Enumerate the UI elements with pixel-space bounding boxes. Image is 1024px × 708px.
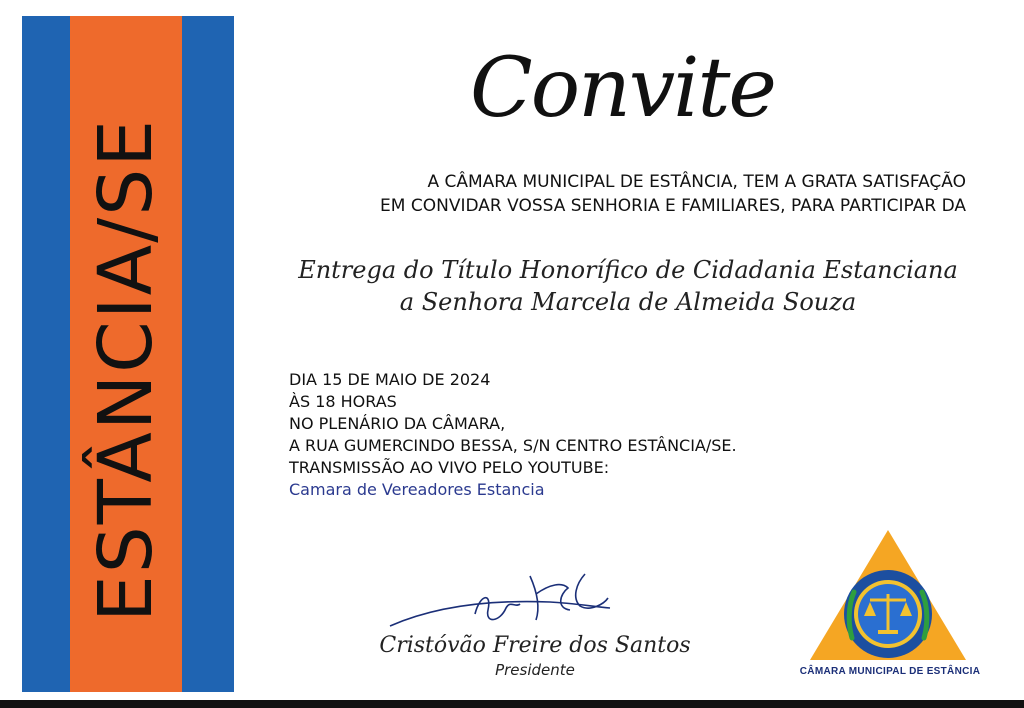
broadcast-info: TRANSMISSÃO AO VIVO PELO YOUTUBE: xyxy=(289,458,610,477)
honor-line-2: a Senhora Marcela de Almeida Souza xyxy=(399,288,857,316)
event-address: A RUA GUMERCINDO BESSA, S/N CENTRO ESTÂNCIA/SE. xyxy=(289,436,737,455)
chamber-emblem-icon xyxy=(808,528,968,662)
flag-stripe-blue-left xyxy=(22,16,70,692)
event-venue: NO PLENÁRIO DA CÂMARA, xyxy=(289,414,506,433)
intro-paragraph xyxy=(270,170,966,218)
youtube-channel-link[interactable]: Camara de Vereadores Estancia xyxy=(289,480,545,499)
flag-city-text: ESTÂNCIA/SE xyxy=(83,118,169,622)
signer-name: Cristóvão Freire dos Santos xyxy=(379,633,691,658)
event-details xyxy=(289,369,929,501)
event-time: ÀS 18 HORAS xyxy=(289,392,397,411)
honor-statement xyxy=(260,254,996,318)
flag-band xyxy=(22,16,234,692)
signer-role: Presidente xyxy=(495,661,575,679)
intro-line-2: EM CONVIDAR VOSSA SENHORIA E FAMILIARES, PARA PARTICIPAR DA xyxy=(380,196,966,216)
chamber-emblem-caption: CÂMARA MUNICIPAL DE ESTÂNCIA xyxy=(799,666,981,677)
invitation-title: Convite xyxy=(470,41,775,136)
flag-stripe-blue-right xyxy=(182,16,234,692)
event-date: DIA 15 DE MAIO DE 2024 xyxy=(289,370,491,389)
honor-line-1: Entrega do Título Honorífico de Cidadania Estanciana xyxy=(298,256,958,284)
bottom-border xyxy=(0,700,1024,708)
intro-line-1: A CÂMARA MUNICIPAL DE ESTÂNCIA, TEM A GRATA SATISFAÇÃO xyxy=(427,172,966,192)
